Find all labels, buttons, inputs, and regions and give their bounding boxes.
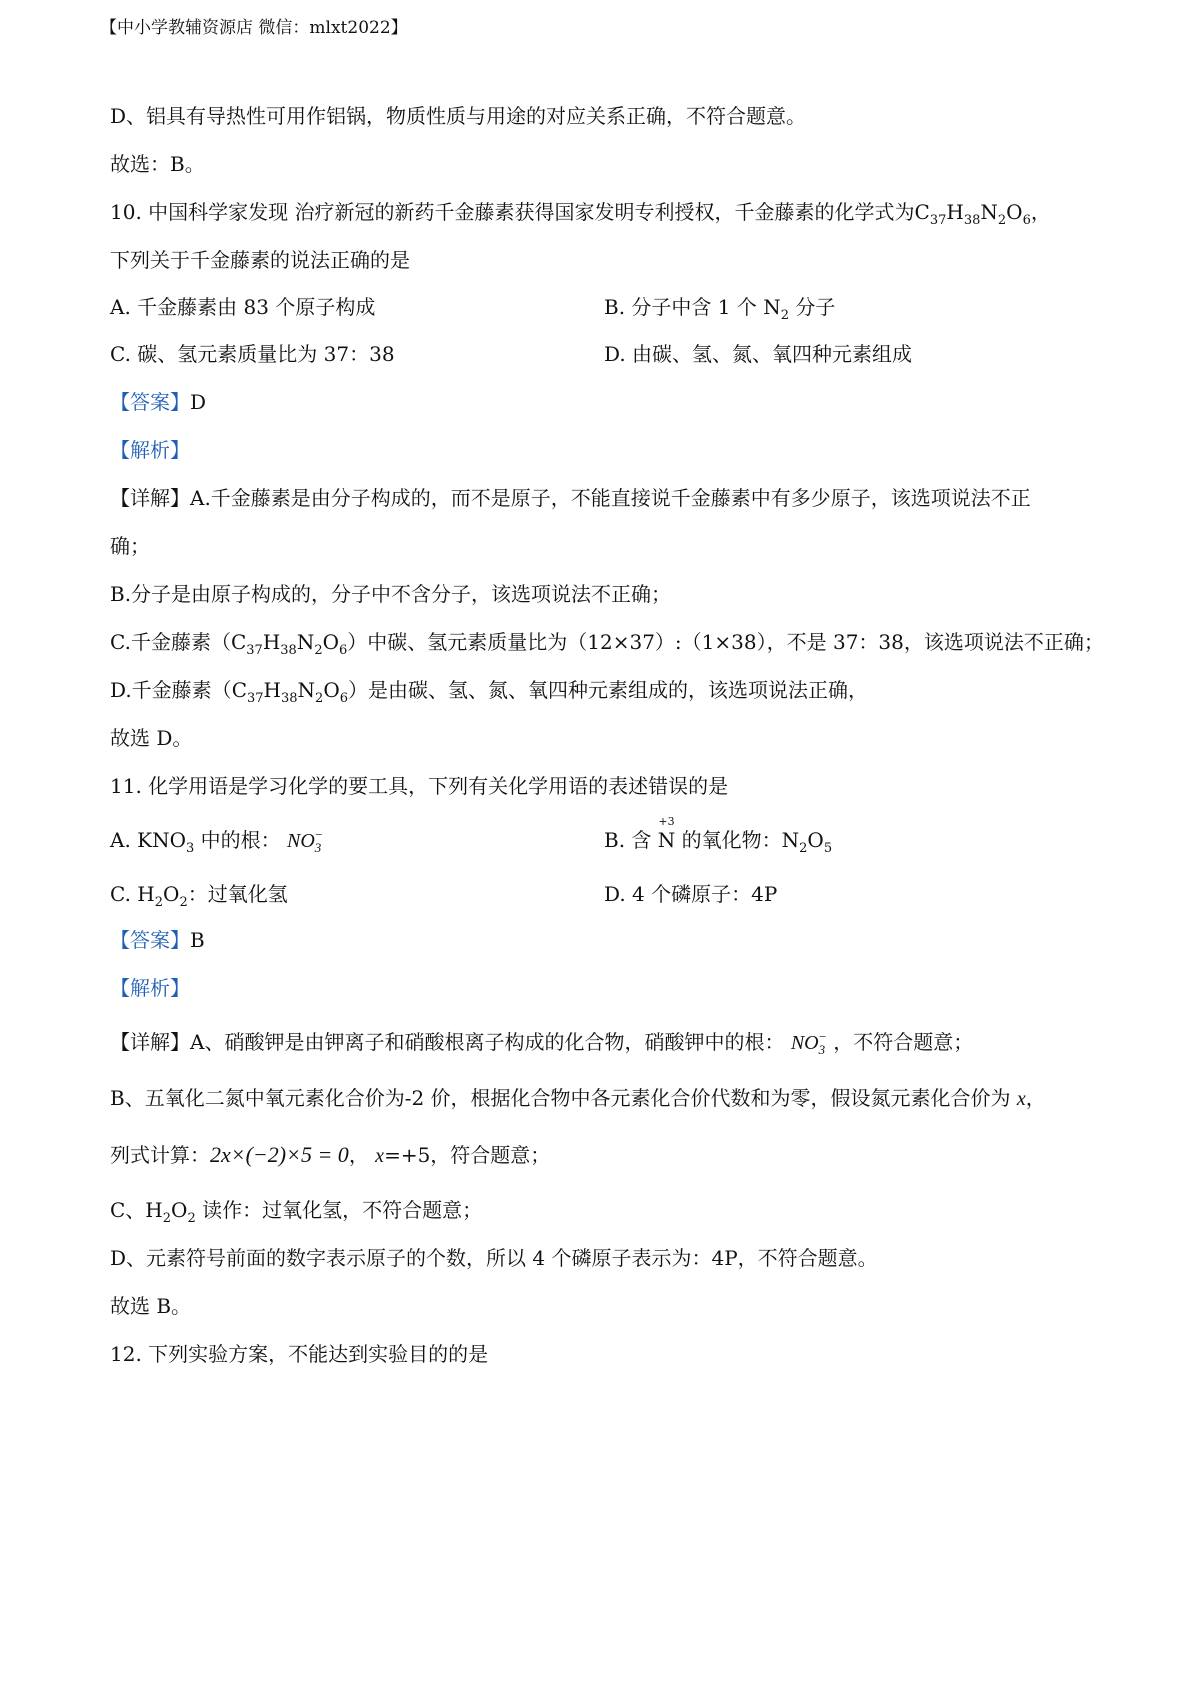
valence-nitrogen: +3 N [657, 815, 676, 852]
q10-detail-a-line1: 【详解】A.千金藤素是由分子构成的，而不是原子，不能直接说千金藤素中有多少原子，该选项说法不正 [110, 486, 1031, 510]
formula-inline: $C_{37}H_{38}N_2O_6$ [230, 630, 348, 658]
q10-detail-d: D.千金藤素$(C_{37}H_{38}N_2O_6)$是由碳、氢、氮、氧四种元素组成的，该选项说法正确， [110, 678, 869, 706]
q10-option-a: A. 千金藤素由 83 个原子构成 [110, 295, 376, 319]
nitrate-ion: $NO_3^-$ [790, 1029, 827, 1057]
q11-option-d: D. 4 个磷原子：4P [604, 882, 778, 906]
q11-answer [110, 930, 205, 950]
q10-conclusion: 故选 D。 [110, 726, 193, 750]
q10-stem-line1: 10. 中国科学家发现 治疗新冠的新药千金藤素获得国家发明专利授权，千金藤素的化学式为$C_{37}H_{38}N_2O_6$， [110, 200, 1051, 228]
q10-stem-text: 10. 中国科学家发现 治疗新冠的新药千金藤素获得国家发明专利授权，千金藤素的化学式为 [110, 200, 915, 224]
q10-stem-line2: 下列关于千金藤素的说法正确的是 [110, 248, 410, 272]
q10-option-d: D. 由碳、氢、氮、氧四种元素组成 [604, 342, 913, 366]
q10-formula: $C_{37}H_{38}N_2O_6$ [914, 200, 1031, 228]
q10-detail-a-line2: 确； [110, 534, 150, 558]
detail-label: 【详解】 [110, 1030, 190, 1054]
q11-detail-b-line2: 列式计算：2x×(−2)×5 = 0， x=+5，符合题意； [110, 1142, 551, 1167]
q11-option-b: B. 含 +3 N 的氧化物：$N_2O_5$ [604, 815, 833, 856]
nitrate-ion: $NO_3^-$ [287, 827, 324, 855]
q11-detail-c: C、$H_2O_2$ 读作：过氧化氢，不符合题意； [110, 1198, 483, 1226]
q10-detail-b: B.分子是由原子构成的，分子中不含分子，该选项说法不正确； [110, 582, 672, 606]
q11-stem: 11. 化学用语是学习化学的要工具，下列有关化学用语的表述错误的是 [110, 774, 729, 798]
q10-option-c: C. 碳、氢元素质量比为 37：38 [110, 342, 395, 366]
prev-conclusion: 故选：B。 [110, 152, 205, 176]
formula-inline: $C_{37}H_{38}N_2O_6$ [231, 678, 349, 706]
q10-answer [110, 392, 206, 412]
detail-label: 【详解】 [110, 486, 190, 510]
q10-analysis-label: 【解析】 [110, 438, 190, 462]
answer-label: 【答案】 [110, 928, 190, 952]
equation: 2x×(−2)×5 = 0 [210, 1142, 349, 1167]
q11-detail-d: D、元素符号前面的数字表示原子的个数，所以 4 个磷原子表示为：4P，不符合题意。 [110, 1246, 878, 1270]
q11-option-a: A. $KNO_3$ 中的根： $NO_3^-$ [110, 827, 324, 856]
answer-value: D [190, 390, 207, 414]
q11-detail-b-line1: B、五氧化二氮中氧元素化合价为-2 价，根据化合物中各元素化合价代数和为零，假设氮元素化合价为 x， [110, 1086, 1046, 1110]
prev-option-d: D、铝具有导热性可用作铝锅，物质性质与用途的对应关系正确，不符合题意。 [110, 104, 807, 128]
q12-stem: 12. 下列实验方案，不能达到实验目的的是 [110, 1342, 489, 1366]
q10-option-b: B. 分子中含 1 个 $N_2$ 分子 [604, 295, 836, 323]
q11-analysis-label: 【解析】 [110, 976, 190, 1000]
q11-detail-a: 【详解】A、硝酸钾是由钾离子和硝酸根离子构成的化合物，硝酸钾中的根： $NO_3^-$ ，不符合题意； [110, 1029, 974, 1057]
q11-option-c: C. $H_2O_2$：过氧化氢 [110, 882, 288, 910]
watermark: 【中小学教辅资源店 微信：mlxt2022】 [100, 18, 408, 38]
answer-value: B [190, 928, 205, 952]
answer-label: 【答案】 [110, 390, 190, 414]
q11-conclusion: 故选 B。 [110, 1294, 192, 1318]
q10-detail-c: C.千金藤素$(C_{37}H_{38}N_2O_6)$中碳、氢元素质量比为（12×37）:（1×38），不是 37：38，该选项说法不正确； [110, 630, 1104, 658]
